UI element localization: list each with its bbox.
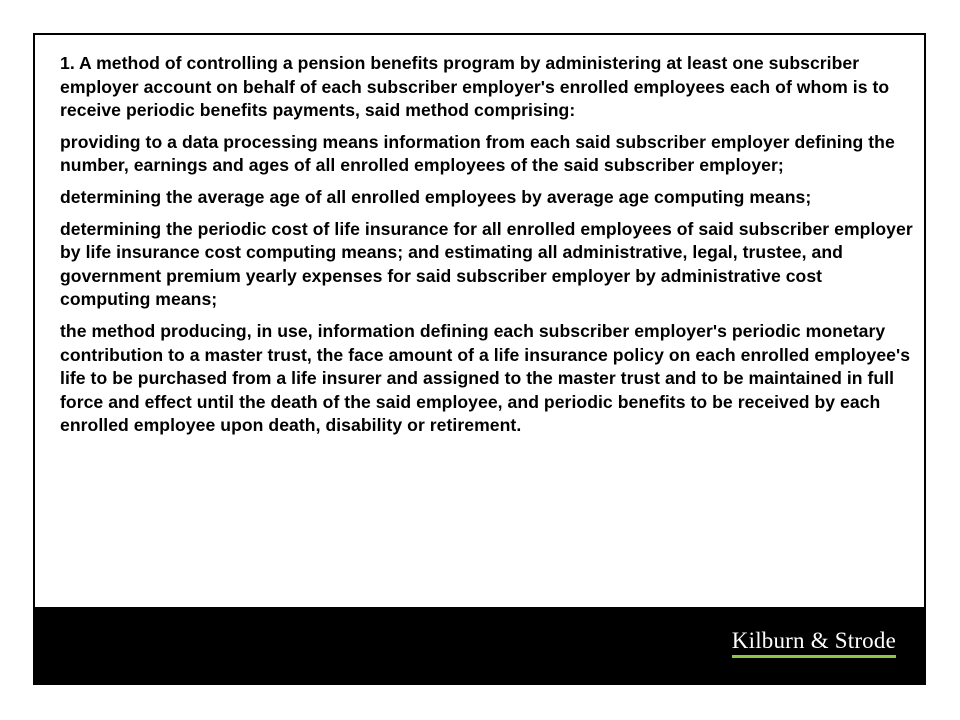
claim-paragraph-providing: providing to a data processing means information from each said subscriber employer defining the number, earnings and ages of all enrolled employees of the said subscriber employer;: [60, 131, 895, 176]
footer-bar: [35, 607, 924, 683]
kilburn-strode-logo: [732, 629, 896, 658]
claim-text-body: [35, 35, 924, 609]
slide: [33, 33, 926, 685]
claim-paragraph-preamble: 1. A method of controlling a pension benefits program by administering at least one subscriber employer account on behalf of each subscriber employer's enrolled employees each of whom is to receive periodic benefits payments, said method comprising:: [60, 53, 890, 121]
logo-underline: [732, 655, 896, 658]
claim-paragraph-average-age: determining the average age of all enrolled employees by average age computing means;: [60, 186, 812, 207]
claim-paragraph-insurance-cost: determining the periodic cost of life insurance for all enrolled employees of said subscriber employer by life insurance cost computing means; and estimating all administrative, legal, trustee, and government premium yearly expenses for said subscriber employer by administrative cost computing means;: [60, 218, 913, 310]
claim-paragraph-output: the method producing, in use, information defining each subscriber employer's periodic monetary contribution to a master trust, the face amount of a life insurance policy on each enrolled employee's life to be purchased from a life insurer and assigned to the master trust and to be maintained in full force and effect until the death of the said employee, and periodic benefits to be received by each enrolled employee upon death, disability or retirement.: [60, 320, 911, 436]
logo-text: Kilburn & Strode: [731, 628, 896, 653]
